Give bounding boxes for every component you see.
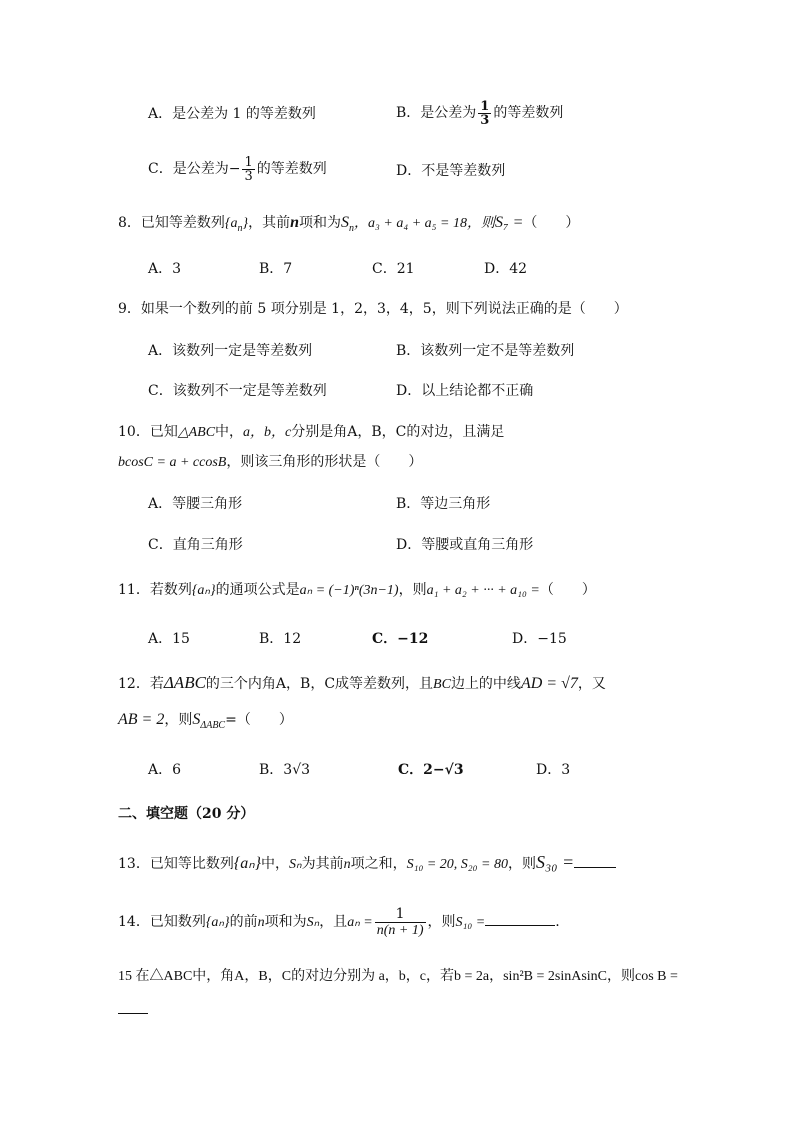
q12-option-b: B．3√3 [259,762,311,778]
q13-sequence: {aₙ} [233,855,261,872]
q14-Sn: Sₙ [306,915,320,930]
q8-stem-mid2: 项和为 [299,215,342,231]
q7-option-b-prefix: B．是公差为 [396,105,477,121]
section-fill-in-title: 二、填空题（20 分） [118,806,255,822]
q14-S10: S₁₀ = [455,915,486,930]
q7-option-b-fraction [478,100,491,127]
q8-condition: ，a₃ + a₄ + a₅ = 18，则 [354,216,495,231]
q14-n: n [257,915,265,930]
q10-stem-line1 [118,422,504,443]
q14-fraction [375,906,426,939]
q8-option-d: D．42 [484,261,528,277]
q12-option-a: A．6 [148,762,182,778]
q8-seq-sub: n [237,222,243,234]
q14-numerator: 1 [375,906,426,923]
q12-option-c: C．2−√3 [398,762,464,778]
q8-stem-prefix: 8．已知等差数列 [118,215,225,231]
q12-stem-mid3: ，则 [164,712,193,728]
q9-option-a: A．该数列一定是等差数列 [148,343,313,359]
q10-triangle: △ABC [177,425,216,440]
q12-AD: AD = √7 [520,675,578,692]
q7-option-c-prefix: C．是公差为− [148,161,241,177]
q8-sequence [224,216,249,234]
q10-option-c: C．直角三角形 [148,537,243,553]
q11-sum: a₁ + a₂ + ··· + a₁₀ = [426,583,540,598]
q14-stem-mid3: ，且 [319,914,348,930]
q12-triangle: ΔABC [163,673,206,692]
q7-c-denominator: 3 [244,168,253,184]
q12-stem-line2 [118,710,293,736]
q11-formula: aₙ = (−1)ⁿ(3n−1) [299,583,399,598]
q8-S-sub: n [349,222,355,234]
q10-equation: bcosC = a + ccosB [118,455,227,470]
q10-stem-prefix: 10．已知 [118,424,178,440]
q14-sequence: {aₙ} [205,915,230,930]
q8-seq-close: } [242,216,249,231]
q10-stem-line2 [118,452,422,473]
q13-stem-mid4: ，则 [507,856,536,872]
q13-n: n [343,857,351,872]
q10-stem-mid: 中， [215,424,244,440]
q8-Sn [341,214,355,234]
q11-sequence: {aₙ} [191,583,216,598]
q8-stem [118,213,579,239]
q7-b-numerator: 1 [480,98,490,114]
q11-stem [118,580,596,601]
q13-S30: S₃₀ = [535,852,575,872]
q10-option-a: A．等腰三角形 [148,496,243,512]
q14-answer-blank[interactable] [485,913,555,926]
q8-stem-mid: ，其前 [248,215,291,231]
q8-S: S [341,214,350,231]
q11-stem-mid: 的通项公式是 [215,582,300,598]
q11-option-d: D．−15 [512,631,567,647]
q7-option-d: D．不是等差数列 [396,163,506,179]
q11-option-b: B．12 [259,631,302,647]
q14-stem-mid4: ，则 [427,914,456,930]
q7-option-a: A．是公差为 1 的等差数列 [148,106,316,122]
q10-sides: a，b，c [243,425,292,440]
q12-S-abc [192,711,226,731]
q7-option-c [148,152,327,186]
q11-stem-prefix: 11．若数列 [118,582,192,598]
q12-S: S [192,711,201,728]
q8-option-c: C．21 [372,261,415,277]
q13-Sn: Sₙ [289,857,302,872]
q12-stem-line1 [118,673,606,695]
q14-an: aₙ = [347,915,373,930]
q10-option-b: B．等边三角形 [396,496,491,512]
q10-option-d: D．等腰或直角三角形 [396,537,534,553]
q14-stem [118,904,560,941]
q15-answer-blank[interactable] [118,1001,148,1014]
q11-stem-mid2: ，则 [398,582,427,598]
q12-option-d: D．3 [536,762,571,778]
q10-stem-post: ，则该三角形的形状是（ ） [226,454,423,470]
q9-option-d: D．以上结论都不正确 [396,383,534,399]
q13-condition: S₁₀ = 20, S₂₀ = 80 [406,857,508,872]
q14-stem-mid: 的前 [229,914,258,930]
q12-BC: BC [433,677,451,692]
q13-stem-mid2: 为其前 [301,856,344,872]
q13-stem-mid: 中， [261,856,289,872]
q11-option-c: C．−12 [372,631,429,647]
q11-answer-paren: （ ） [539,582,596,598]
q9-stem: 9．如果一个数列的前 5 项分别是 1，2，3，4，5，则下列说法正确的是（ ） [118,301,628,317]
q7-b-denominator: 3 [480,112,490,128]
q13-stem [118,852,616,875]
q12-stem-post: ，又 [577,676,606,692]
q10-stem-mid2: 分别是角A，B，C的对边，且满足 [291,424,505,440]
q13-stem-prefix: 13．已知等比数列 [118,856,234,872]
q8-seq-open: {a [224,216,238,231]
q7-c-numerator: 1 [244,154,253,170]
q8-option-a: A．3 [148,261,182,277]
q12-answer-paren: =（ ） [225,712,293,728]
q8-option-b: B．7 [259,261,293,277]
q9-option-b: B．该数列一定不是等差数列 [396,343,575,359]
q7-option-b [396,96,563,130]
q13-stem-mid3: 项之和， [350,856,407,872]
q15-text: 15 在△ABC中，角A，B，C的对边分别为 a，b，c，若b = 2a，sin²B = 2sinAsinC，则cos B = [118,969,678,984]
q7-option-c-fraction [242,156,254,183]
q13-answer-blank[interactable] [574,855,616,868]
q14-stem-prefix: 14．已知数列 [118,914,206,930]
q14-denominator: n(n + 1) [376,922,424,938]
q8-n: n [290,214,300,231]
q8-answer-paren: （ ） [523,215,580,231]
q12-stem-prefix: 12．若 [118,676,164,692]
q11-option-a: A．15 [148,631,190,647]
q12-stem-mid: 的三个内角A，B，C成等差数列，且 [205,676,434,692]
q14-stem-mid2: 项和为 [264,914,307,930]
q15-answer-line [118,1000,148,1020]
q9-option-c: C．该数列不一定是等差数列 [148,383,327,399]
q12-S-sub: ΔABC [200,719,226,731]
q15-stem [118,966,678,987]
q7-option-b-suffix: 的等差数列 [493,105,564,121]
q8-S7: S₇ = [495,214,524,231]
q14-period: . [555,914,560,930]
q12-AB: AB = 2 [118,711,165,728]
q12-stem-mid2: 边上的中线 [450,676,521,692]
q7-option-c-suffix: 的等差数列 [256,161,327,177]
